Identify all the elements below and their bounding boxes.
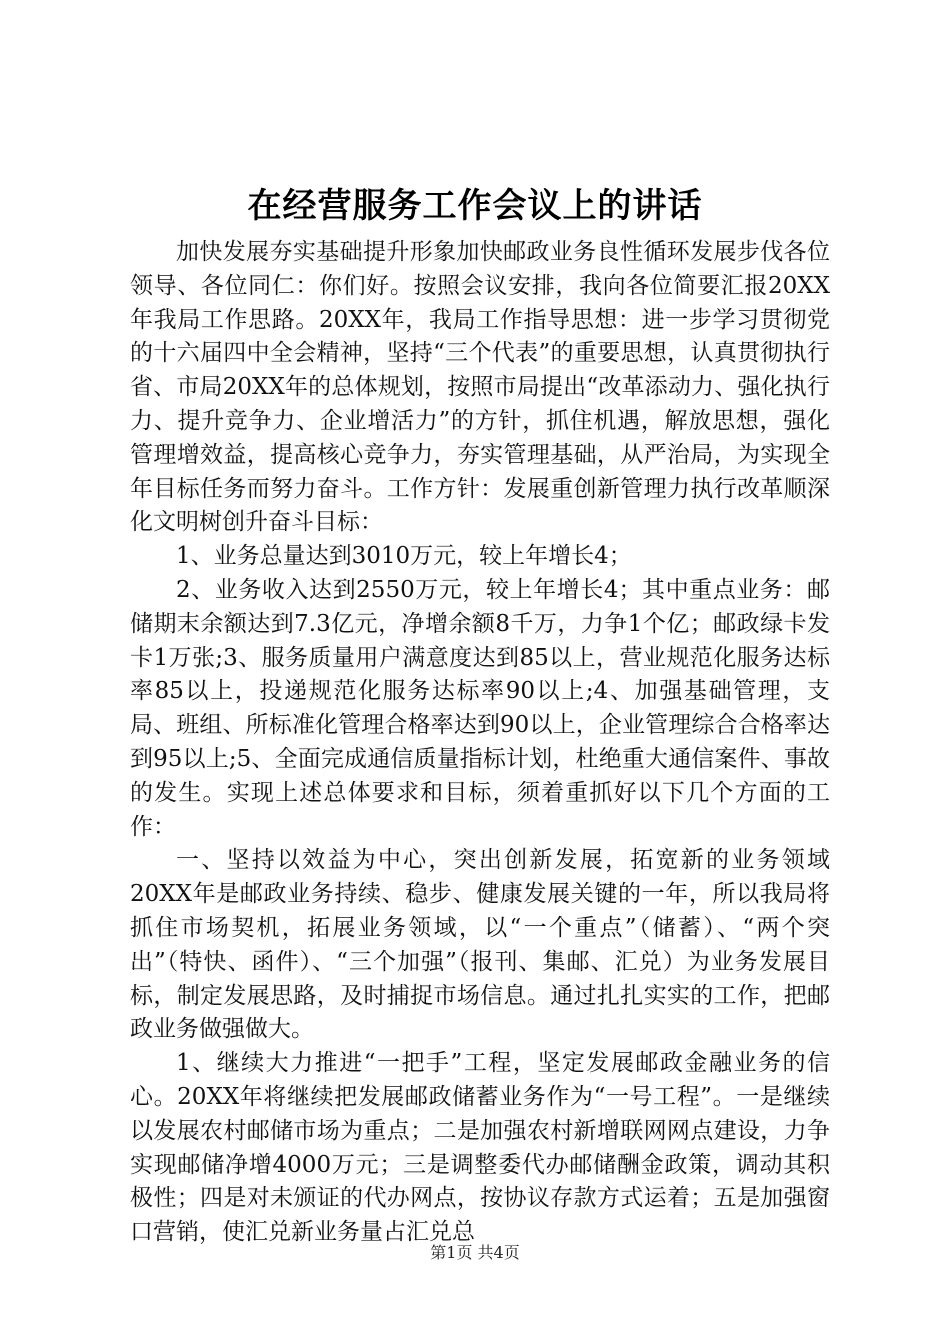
paragraph: 1、继续大力推进“一把手”工程，坚定发展邮政金融业务的信心。20XX年将继续把发展邮政储蓄业务作为“一号工程”。一是继续以发展农村邮储市场为重点；二是加强农村新增联网网点建设，力争实现邮储净增4000万元；三是调整委代办邮储酬金政策，调动其积极性；四是对未颁证的代办网点，按协议存款方式运着；五是加强窗口营销，使汇兑新业务量占汇兑总 — [130, 1050, 830, 1246]
paragraph: 2、业务收入达到2550万元，较上年增长4；其中重点业务：邮储期末余额达到7.3亿元，净增余额8千万，力争1个亿；邮政绿卡发卡1万张;3、服务质量用户满意度达到85以上，营业规范化服务达标率85以上，投递规范化服务达标率90以上;4、加强基础管理，支局、班组、所标准化管理合格率达到90以上，企业管理综合合格率达到95以上;5、全面完成通信质量指标计划，杜绝重大通信案件、事故的发生。实现上述总体要求和目标，须着重抓好以下几个方面的工作： — [130, 576, 830, 840]
page-footer: 第1页 共4页 — [430, 1243, 520, 1262]
paragraph: 一、坚持以效益为中心，突出创新发展，拓宽新的业务领域20XX年是邮政业务持续、稳步、健康发展关键的一年，所以我局将抓住市场契机，拓展业务领域，以“一个重点”（储蓄）、“两个突出”（特快、函件）、“三个加强”（报刊、集邮、汇兑）为业务发展目标，制定发展思路，及时捕捉市场信息。通过扎扎实实的工作，把邮政业务做强做大。 — [130, 847, 830, 1043]
document-body — [130, 236, 830, 1250]
paragraph: 加快发展夯实基础提升形象加快邮政业务良性循环发展步伐各位领导、各位同仁：你们好。按照会议安排，我向各位简要汇报20XX年我局工作思路。20XX年，我局工作指导思想：进一步学习贯彻党的十六届四中全会精神，坚持“三个代表”的重要思想，认真贯彻执行省、市局20XX年的总体规划，按照市局提出“改革添动力、强化执行力、提升竞争力、企业增活力”的方针，抓住机遇，解放思想，强化管理增效益，提高核心竞争力，夯实管理基础，从严治局，为实现全年目标任务而努力奋斗。工作方针：发展重创新管理力执行改革顺深化文明树创升奋斗目标： — [130, 239, 830, 536]
paragraph: 1、业务总量达到3010万元，较上年增长4； — [176, 543, 632, 570]
document-title: 在经营服务工作会议上的讲话 — [247, 186, 703, 226]
